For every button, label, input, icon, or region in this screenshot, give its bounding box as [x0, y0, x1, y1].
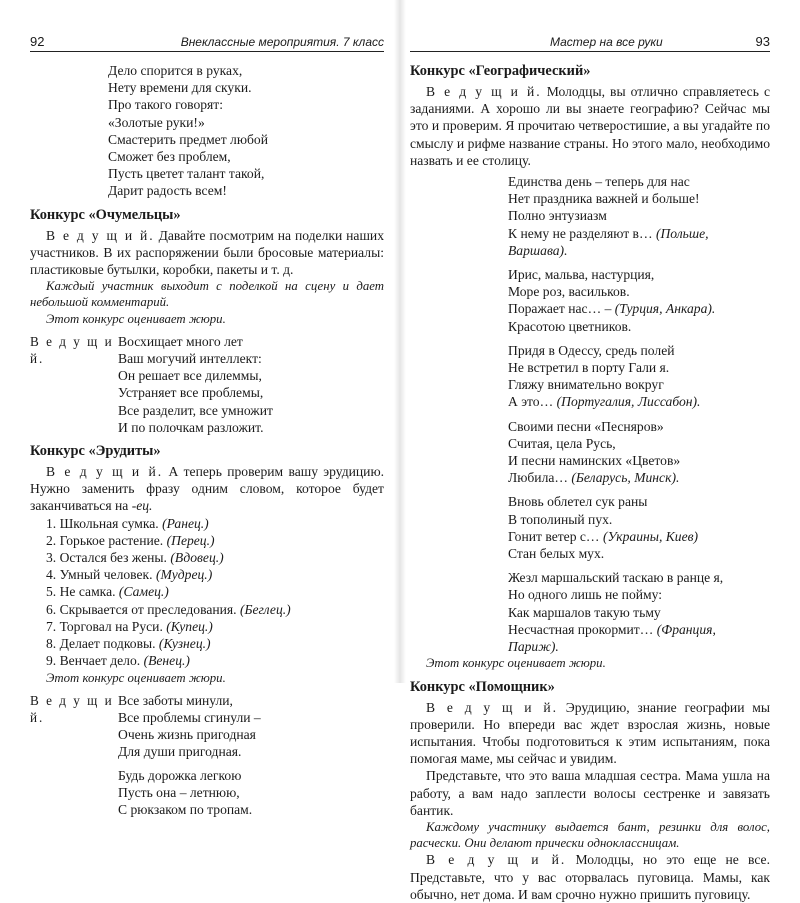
verse — [118, 333, 273, 436]
stage-direction: Каждому участнику выдается бант, резинки для волос, расчески. Они делают прически одноклассницам. — [410, 819, 770, 851]
verse-line: Как маршалов такую тьму — [508, 604, 661, 620]
running-title-left: Внеклассные мероприятия. 7 класс — [180, 35, 384, 49]
verse-line: Жезл маршальский таскаю в ранце я, — [508, 570, 724, 586]
stanza — [508, 342, 770, 411]
speaker-label: В е д у щ и й. — [30, 692, 114, 725]
geography-verses — [508, 173, 770, 655]
verse-line: А это… (Португалия, Лиссабон). — [508, 394, 701, 410]
list-item: 2. Горькое растение. (Перец.) — [46, 532, 215, 548]
verse-line: В тополиный пух. — [508, 511, 613, 527]
verse-line: Восхищает много лет — [118, 333, 243, 349]
verse — [118, 692, 261, 818]
left-page — [0, 0, 400, 817]
verse-line: Красотою цветников. — [508, 318, 632, 334]
verse-line: Вновь облетел сук раны — [508, 494, 648, 510]
stage-direction: Этот конкурс оценивает жюри. — [426, 656, 606, 671]
verse-line: Несчастная прокормит… (Франция, Париж). — [508, 621, 716, 655]
verse-line: Придя в Одессу, средь полей — [508, 342, 675, 358]
verse-line: Ирис, мальва, настурция, — [508, 267, 655, 283]
verse-line: Для души пригодная. — [118, 744, 242, 760]
verse-line: Сможет без проблем, — [108, 149, 231, 165]
section-heading: Конкурс «Помощник» — [410, 678, 555, 695]
verse-line: И по полочкам разложит. — [118, 419, 264, 435]
suffix: -ец. — [131, 498, 153, 514]
verse-line: Пусть она – летнюю, — [118, 784, 240, 800]
verse-line: Ваш могучий интеллект: — [118, 351, 262, 367]
verse-line: Будь дорожка легкою — [118, 767, 242, 783]
paragraph-text: Давайте посмотрим на поделки наших участников. В их распоряжении были бросовые материалы: пластиковые бутылки, коробки, пакеты и т. д. — [30, 227, 384, 278]
verse-line: С рюкзаком по тропам. — [118, 801, 253, 817]
verse-line: Дело спорится в руках, — [108, 63, 243, 78]
answer: (Турция, Анкара). — [614, 301, 716, 317]
answer: (Польше, Варшава). — [508, 225, 709, 258]
answer: (Португалия, Лиссабон). — [556, 394, 701, 410]
verse-line: Очень жизнь пригодная — [118, 727, 256, 743]
speaker-label: В е д у щ и й. — [46, 227, 155, 243]
verse-line: Не встретил в порту Гали я. — [508, 360, 670, 376]
verse-line: Единства день – теперь для нас — [508, 174, 690, 190]
page-number-right: 93 — [755, 34, 770, 49]
right-page-header — [410, 34, 770, 52]
verse-line: Поражает нас… – (Турция, Анкара). — [508, 301, 716, 317]
verse-line: Стан белых мух. — [508, 546, 605, 562]
speaker-label: В е д у щ и й. — [426, 84, 542, 99]
speaker-verse — [30, 692, 384, 818]
verse-line: Устраняет все проблемы, — [118, 385, 264, 401]
verse-line: Все заботы минули, — [118, 692, 233, 708]
verse-line: К нему не разделяют в… (Польше, Варшава). — [508, 225, 709, 258]
stanza — [508, 493, 770, 562]
left-page-header — [30, 34, 384, 52]
list-item: 5. Не самка. (Самец.) — [46, 584, 169, 600]
speaker-label: В е д у щ и й. — [30, 333, 114, 367]
verse-line: Смастерить предмет любой — [108, 131, 268, 147]
paragraph-text: Эрудицию, знание географии мы проверили. Но впереди вас ждет взрослая жизнь, новые испытания. Чтобы подготовиться к этим испытаниям, пока помогая маме, мы сейчас и увидим. — [410, 699, 770, 767]
list-item: 4. Умный человек. (Мудрец.) — [46, 567, 213, 583]
speaker-label: В е д у щ и й. — [426, 699, 558, 715]
answer: (Украины, Киев) — [602, 528, 699, 544]
running-title-right: Мастер на все руки — [550, 35, 663, 49]
list-item: 9. Венчает дело. (Венец.) — [46, 653, 190, 669]
verse-line: Своими песни «Песняров» — [508, 418, 664, 434]
verse-line: Море роз, васильков. — [508, 284, 630, 300]
verse-line: Нет праздника важней и больше! — [508, 191, 700, 207]
answer: (Беларусь, Минск). — [571, 470, 680, 486]
verse-line: Он решает все дилеммы, — [118, 368, 262, 384]
paragraph-text: Молодцы, но это еще не все. Представьте, что у вас оторвалась пуговица. Мамы, как обычно, нет дома. И вам срочно нужно пришить пуговицу. — [410, 852, 770, 902]
stanza — [508, 569, 770, 655]
paragraph — [410, 83, 770, 169]
paragraph-text: А теперь проверим вашу эрудицию. Нужно заменить фразу одним словом, которое будет заканчиваться на — [30, 464, 384, 514]
list-item: 1. Школьная сумка. (Ранец.) — [46, 515, 209, 531]
answer: (Франция, Париж). — [508, 621, 716, 655]
verse-line: Все разделит, все умножит — [118, 402, 273, 418]
paragraph — [30, 463, 384, 515]
verse-line: Считая, цела Русь, — [508, 435, 616, 451]
paragraph — [410, 699, 770, 768]
stage-direction: Этот конкурс оценивает жюри. — [46, 311, 226, 326]
section-heading: Конкурс «Очумельцы» — [30, 206, 181, 223]
intro-verse — [108, 62, 384, 200]
section-heading: Конкурс «Эрудиты» — [30, 443, 161, 460]
verse-line: Пусть цветет талант такой, — [108, 166, 265, 182]
verse-line: И песни наминских «Цветов» — [508, 453, 681, 469]
stage-direction: Каждый участник выходит с поделкой на сцену и дает небольшой комментарий. — [30, 279, 384, 310]
verse-line: Гляжу внимательно вокруг — [508, 377, 664, 393]
stage-direction: Этот конкурс оценивает жюри. — [46, 670, 226, 685]
speaker-verse — [30, 333, 384, 436]
speaker-label: В е д у щ и й. — [426, 852, 567, 868]
page-number-left: 92 — [30, 34, 45, 49]
verse-line: Любила… (Беларусь, Минск). — [508, 470, 680, 486]
list-item: 6. Скрывается от преследования. (Беглец.) — [46, 601, 291, 617]
list-item: 7. Торговал на Руси. (Купец.) — [46, 618, 213, 634]
verse-line: Про такого говорят: — [108, 97, 224, 113]
verse-line: «Золотые руки!» — [108, 114, 205, 130]
stanza — [508, 173, 770, 259]
speaker-label: В е д у щ и й. — [46, 464, 164, 480]
right-page — [400, 0, 800, 902]
verse-line: Гонит ветер с… (Украины, Киев) — [508, 528, 699, 544]
verse-line: Дарит радость всем! — [108, 183, 227, 199]
stanza — [508, 418, 770, 487]
section-heading: Конкурс «Географический» — [410, 63, 591, 79]
list-item: 8. Делает подковы. (Кузнец.) — [46, 636, 211, 652]
list-item: 3. Остался без жены. (Вдовец.) — [46, 550, 224, 566]
verse-line: Нету времени для скуки. — [108, 80, 252, 96]
paragraph: Представьте, что это ваша младшая сестра. Мама ушла на работу, а вам надо заплести волосы сестренке и завязать бантик. — [410, 768, 770, 818]
paragraph — [30, 227, 384, 279]
verse-line: Но одного лишь не пойму: — [508, 587, 663, 603]
paragraph — [410, 851, 770, 903]
quiz-list — [30, 515, 384, 670]
stanza — [508, 266, 770, 335]
verse-line: Полно энтузиазм — [508, 208, 607, 224]
paragraph-text: Молодцы, вы отлично справляетесь с заданиями. А хорошо ли вы знаете географию? Сейчас мы это и проверим. Я прочитаю четверостишие, а вы угадайте по смыслу и рифме название страны. Но этого мало, необходимо назвать и ее столицу. — [410, 84, 771, 168]
verse-line: Все проблемы сгинули – — [118, 709, 261, 725]
